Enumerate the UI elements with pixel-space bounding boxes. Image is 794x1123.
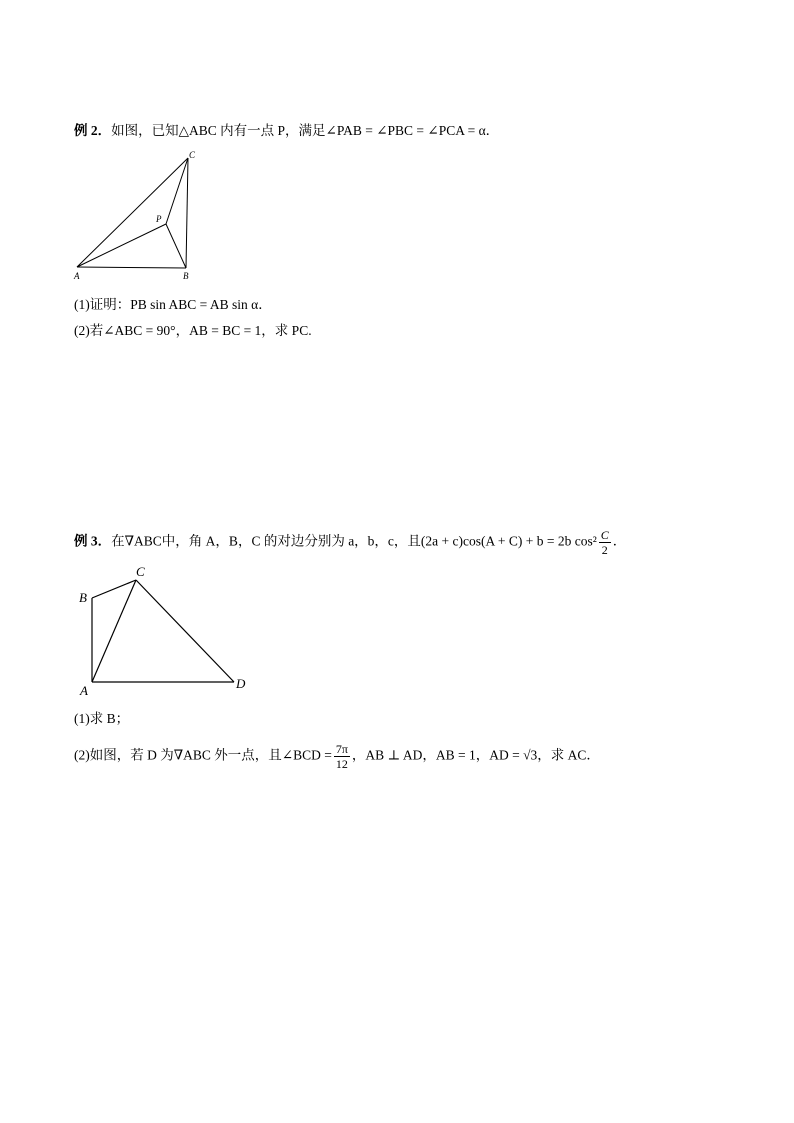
example3-stem (74, 528, 626, 557)
example2-label: 例 2． (74, 123, 112, 138)
example2-stem (74, 122, 499, 140)
example3-q2-end: ，AB ⊥ AD，AB = 1，AD = √3，求 AC． (351, 747, 600, 763)
segment-pc (166, 158, 188, 224)
label-c: C (136, 564, 145, 579)
example3-stem-fraction (599, 528, 611, 557)
label-b: B (79, 590, 87, 605)
segment-bc (186, 158, 188, 268)
label-a: A (74, 271, 80, 281)
label-b: B (183, 271, 189, 281)
example2-q2: (2)若∠ABC = 90°，AB = BC = 1，求 PC. (74, 323, 312, 338)
example3-stem-text: 在∇ABC中，角 A，B，C 的对边分别为 a，b，c，且(2a + c)cos(A + C) + b = 2b cos² (111, 533, 597, 549)
label-d: D (236, 676, 246, 691)
frac-denominator: 12 (335, 757, 348, 771)
example2-stem-text: 如图，已知△ABC 内有一点 P，满足∠PAB = ∠PBC = ∠PCA = α． (111, 123, 500, 138)
segment-ca (77, 158, 188, 267)
segment-pb (166, 224, 186, 268)
example3-q2-text: (2)如图，若 D 为∇ABC 外一点，且∠BCD = (74, 747, 332, 763)
example2-figure (70, 148, 210, 284)
label-a: A (80, 683, 88, 698)
frac-numerator: 7π (335, 742, 348, 756)
example3-q2-fraction (334, 742, 350, 771)
frac-numerator: C (600, 528, 609, 542)
segment-cd (136, 580, 234, 682)
label-c: C (189, 150, 196, 160)
segment-pa (77, 224, 166, 267)
example2-q1: (1)证明：PB sin ABC = AB sin α． (74, 297, 272, 312)
example3-q2 (74, 742, 600, 771)
example3-figure (74, 560, 260, 700)
segment-ab (77, 267, 186, 268)
label-p: P (156, 214, 162, 224)
example3-stem-end: ． (612, 533, 627, 549)
example3-label: 例 3． (74, 533, 112, 549)
example3-q1: (1)求 B； (74, 711, 130, 726)
frac-denominator: 2 (601, 543, 608, 557)
